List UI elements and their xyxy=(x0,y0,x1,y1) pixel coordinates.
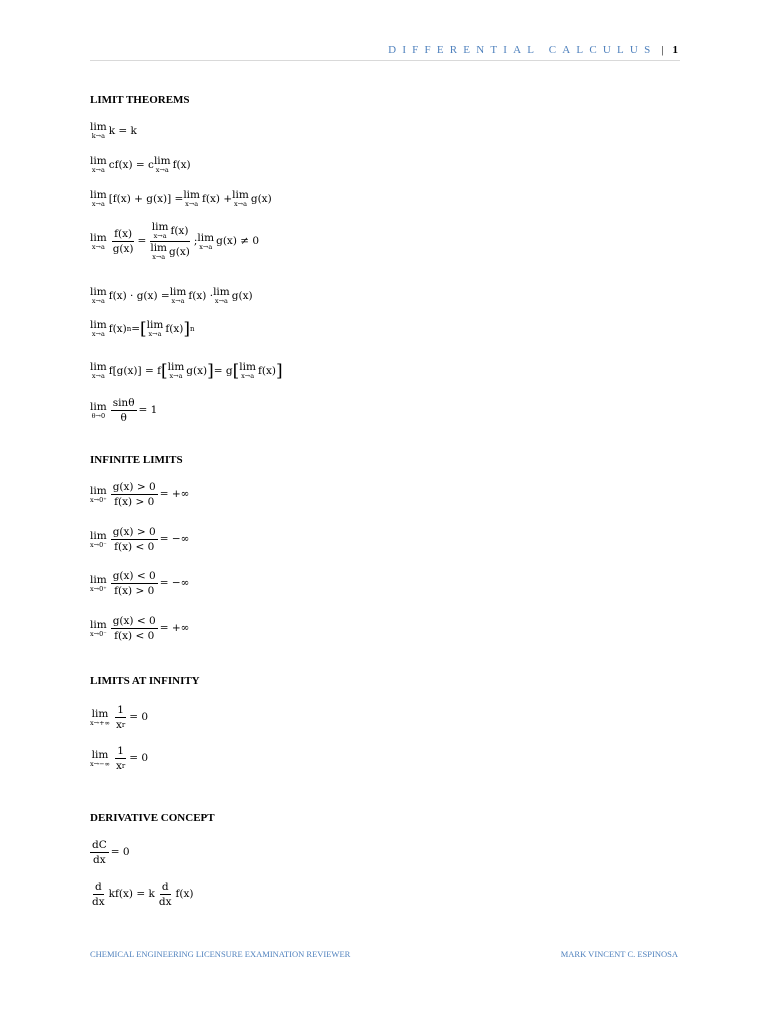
fraction xyxy=(114,745,127,772)
equation-limit-at-neg-infinity xyxy=(90,745,148,772)
lim-word: lim xyxy=(167,361,185,373)
lim-subscript: x→a xyxy=(91,372,105,380)
equation-text: ; xyxy=(193,235,198,248)
equals-sign: = xyxy=(131,322,141,335)
lim-word: lim xyxy=(213,286,230,298)
fraction-denominator: θ xyxy=(120,412,127,424)
lim-subscript: x→a xyxy=(91,166,105,174)
lim-subscript: x→0⁻ xyxy=(90,540,107,549)
equation-limit-sum xyxy=(90,190,272,208)
equation-text: = 0 xyxy=(110,846,130,859)
equation-text: = −∞ xyxy=(159,533,190,546)
equation-text: = +∞ xyxy=(159,488,190,501)
lim-word: lim xyxy=(239,361,256,373)
limit-operator xyxy=(90,156,107,174)
fraction-numerator: g(x) < 0 xyxy=(112,570,156,582)
lim-subscript: x→a xyxy=(91,242,105,251)
equation-text: = +∞ xyxy=(159,622,190,635)
denominator-base: x xyxy=(115,760,122,772)
limit-operator xyxy=(90,287,107,305)
fraction-numerator: sinθ xyxy=(112,397,135,409)
lim-subscript: x→a xyxy=(234,200,247,208)
equation-infinite-limit-1 xyxy=(90,481,189,508)
fraction-numerator: dC xyxy=(92,839,107,851)
fraction-denominator xyxy=(114,718,127,731)
lim-word: lim xyxy=(90,319,107,331)
lim-word: lim xyxy=(90,189,107,201)
equation-text: = −∞ xyxy=(159,577,190,590)
fraction-numerator: d xyxy=(94,881,102,893)
limit-operator xyxy=(90,320,107,338)
heading-limits-at-infinity: LIMITS AT INFINITY xyxy=(90,675,200,687)
lim-word: lim xyxy=(169,286,187,298)
equation-limit-composition xyxy=(90,362,283,380)
fraction-denominator xyxy=(148,242,192,261)
right-bracket: ] xyxy=(183,319,191,339)
lim-word: lim xyxy=(91,748,109,761)
equation-text: f(x) xyxy=(170,225,189,237)
lim-subscript: x→a xyxy=(152,253,166,261)
fraction xyxy=(157,881,174,908)
lim-word: lim xyxy=(91,707,109,720)
exponent: r xyxy=(121,721,126,729)
limit-operator xyxy=(90,575,107,593)
lim-word: lim xyxy=(153,155,171,167)
lim-word: lim xyxy=(197,231,215,244)
equation-text: g(x) xyxy=(186,364,208,377)
lim-word: lim xyxy=(90,484,107,497)
lim-word: lim xyxy=(90,121,107,133)
equation-derivative-constant-multiple xyxy=(90,881,194,908)
limit-operator xyxy=(154,156,171,174)
header-separator: | xyxy=(661,44,664,56)
equation-text: f[g(x)] = f xyxy=(108,364,161,377)
lim-word: lim xyxy=(90,529,107,542)
equation-derivative-constant xyxy=(90,839,130,866)
equation-limit-product xyxy=(90,287,253,305)
fraction-denominator: f(x) < 0 xyxy=(114,630,155,642)
equation-text: f(x) + xyxy=(202,192,233,205)
fraction xyxy=(111,615,158,642)
lim-word: lim xyxy=(90,231,107,244)
exponent: r xyxy=(121,762,126,770)
limit-operator xyxy=(232,190,249,208)
limit-operator xyxy=(147,320,164,338)
fraction-numerator: f(x) xyxy=(114,228,133,240)
lim-subscript: x→a xyxy=(148,330,162,338)
limit-operator xyxy=(168,362,185,380)
lim-subscript: x→0⁺ xyxy=(90,495,107,504)
lim-subscript: x→a xyxy=(169,372,183,380)
right-bracket: ] xyxy=(275,361,283,381)
limit-operator xyxy=(90,750,110,768)
equation-text: k = k xyxy=(108,124,137,137)
limit-operator xyxy=(90,486,107,504)
equation-text: = g xyxy=(213,364,233,377)
page-header xyxy=(388,44,678,56)
equation-text: g(x) xyxy=(231,289,253,302)
fraction-denominator: f(x) > 0 xyxy=(114,496,155,508)
equation-text: g(x) ≠ 0 xyxy=(216,235,260,248)
limit-operator xyxy=(183,190,200,208)
equation-limit-quotient xyxy=(90,222,259,261)
lim-word: lim xyxy=(90,618,107,631)
heading-derivative-concept: DERIVATIVE CONCEPT xyxy=(90,812,215,824)
lim-word: lim xyxy=(90,400,107,413)
lim-subscript: x→a xyxy=(155,166,169,174)
header-title: DIFFERENTIAL CALCULUS xyxy=(388,44,657,56)
left-bracket: [ xyxy=(140,319,147,339)
lim-subscript: x→a xyxy=(91,330,105,338)
fraction xyxy=(90,839,109,866)
limit-operator xyxy=(197,233,214,251)
limit-operator xyxy=(90,531,107,549)
lim-word: lim xyxy=(90,573,107,586)
limit-operator xyxy=(90,620,107,638)
lim-subscript: x→a xyxy=(214,297,228,305)
fraction xyxy=(111,228,136,255)
equation-text: = 0 xyxy=(129,711,149,724)
lim-subscript: x→a xyxy=(91,297,105,305)
heading-infinite-limits: INFINITE LIMITS xyxy=(90,454,183,466)
fraction xyxy=(114,704,127,731)
fraction-numerator: g(x) > 0 xyxy=(112,481,156,493)
fraction xyxy=(111,526,158,553)
equation-text: f(x) xyxy=(257,364,276,377)
lim-word: lim xyxy=(150,242,168,254)
lim-subscript: x→−∞ xyxy=(90,759,110,768)
fraction-denominator xyxy=(114,759,127,772)
lim-word: lim xyxy=(151,221,169,233)
fraction xyxy=(111,481,158,508)
equation-text: = 1 xyxy=(138,404,158,417)
equation-text: g(x) xyxy=(250,192,272,205)
equation-text: f(x) · xyxy=(188,289,214,302)
fraction-numerator xyxy=(150,222,191,242)
limit-operator xyxy=(90,709,110,727)
lim-subscript: x→a xyxy=(171,297,185,305)
fraction xyxy=(111,570,158,597)
limit-operator xyxy=(90,122,107,140)
right-bracket: ] xyxy=(207,361,214,381)
lim-subscript: x→a xyxy=(241,372,255,380)
lim-subscript: x→+∞ xyxy=(90,718,110,727)
fraction xyxy=(111,397,137,424)
heading-limit-theorems: LIMIT THEOREMS xyxy=(90,94,190,106)
equation-text: [f(x) + g(x)] = xyxy=(108,192,184,205)
fraction-denominator: dx xyxy=(92,896,105,908)
equation-text: = 0 xyxy=(129,752,149,765)
lim-subscript: x→0⁻ xyxy=(90,629,107,638)
limit-operator xyxy=(90,362,107,380)
fraction-numerator: d xyxy=(161,881,169,893)
equation-limit-constant-multiple xyxy=(90,156,191,174)
left-bracket: [ xyxy=(232,361,240,381)
equation-text: f(x) xyxy=(175,888,194,901)
fraction-denominator: dx xyxy=(93,854,106,866)
exponent: n xyxy=(126,324,132,333)
equation-text: f(x) xyxy=(108,322,127,335)
header-rule xyxy=(90,60,680,61)
limit-operator xyxy=(152,222,169,240)
equation-text: cf(x) = c xyxy=(108,158,154,171)
fraction-numerator: g(x) < 0 xyxy=(112,615,156,627)
limit-operator xyxy=(213,287,230,305)
lim-word: lim xyxy=(146,319,164,331)
equation-text: f(x) xyxy=(165,322,184,335)
equation-infinite-limit-3 xyxy=(90,570,189,597)
fraction-denominator: f(x) > 0 xyxy=(114,585,155,597)
lim-word: lim xyxy=(232,189,249,201)
page-number: 1 xyxy=(672,44,678,56)
equation-text: f(x) · g(x) = xyxy=(108,289,170,302)
equation-infinite-limit-2 xyxy=(90,526,189,553)
limit-operator xyxy=(239,362,256,380)
footer-left: CHEMICAL ENGINEERING LICENSURE EXAMINATION REVIEWER xyxy=(90,949,351,959)
lim-subscript: θ→0 xyxy=(91,411,106,420)
equals-sign: = xyxy=(137,235,147,248)
lim-subscript: k→a xyxy=(91,132,105,140)
lim-subscript: x→0⁺ xyxy=(90,584,107,593)
fraction-denominator: g(x) xyxy=(112,243,134,255)
fraction-numerator: g(x) > 0 xyxy=(112,526,156,538)
fraction-denominator: dx xyxy=(158,896,172,908)
left-bracket: [ xyxy=(160,361,168,381)
lim-word: lim xyxy=(90,155,107,167)
equation-text: g(x) xyxy=(169,246,190,258)
limit-operator xyxy=(150,243,167,261)
lim-word: lim xyxy=(183,189,201,201)
footer-right: MARK VINCENT C. ESPINOSA xyxy=(560,949,678,959)
limit-operator xyxy=(90,233,107,251)
equation-limit-constant xyxy=(90,122,137,140)
lim-word: lim xyxy=(90,361,107,373)
fraction-denominator: f(x) < 0 xyxy=(114,541,155,553)
fraction-numerator: 1 xyxy=(117,745,124,757)
equation-infinite-limit-4 xyxy=(90,615,189,642)
lim-subscript: x→a xyxy=(153,232,167,240)
limit-operator xyxy=(170,287,187,305)
lim-word: lim xyxy=(90,286,107,298)
equation-limit-power xyxy=(90,320,195,338)
lim-subscript: x→a xyxy=(91,200,105,208)
denominator-base: x xyxy=(115,719,122,731)
fraction xyxy=(148,222,192,261)
limit-operator xyxy=(90,402,107,420)
equation-limit-at-pos-infinity xyxy=(90,704,148,731)
fraction-numerator: 1 xyxy=(117,704,124,716)
equation-sin-limit xyxy=(90,397,157,424)
limit-operator xyxy=(90,190,107,208)
lim-subscript: x→a xyxy=(199,242,213,251)
fraction xyxy=(90,881,107,908)
equation-text: f(x) xyxy=(172,158,191,171)
lim-subscript: x→a xyxy=(185,200,199,208)
exponent: n xyxy=(190,324,195,333)
equation-text: kf(x) = k xyxy=(108,888,155,901)
